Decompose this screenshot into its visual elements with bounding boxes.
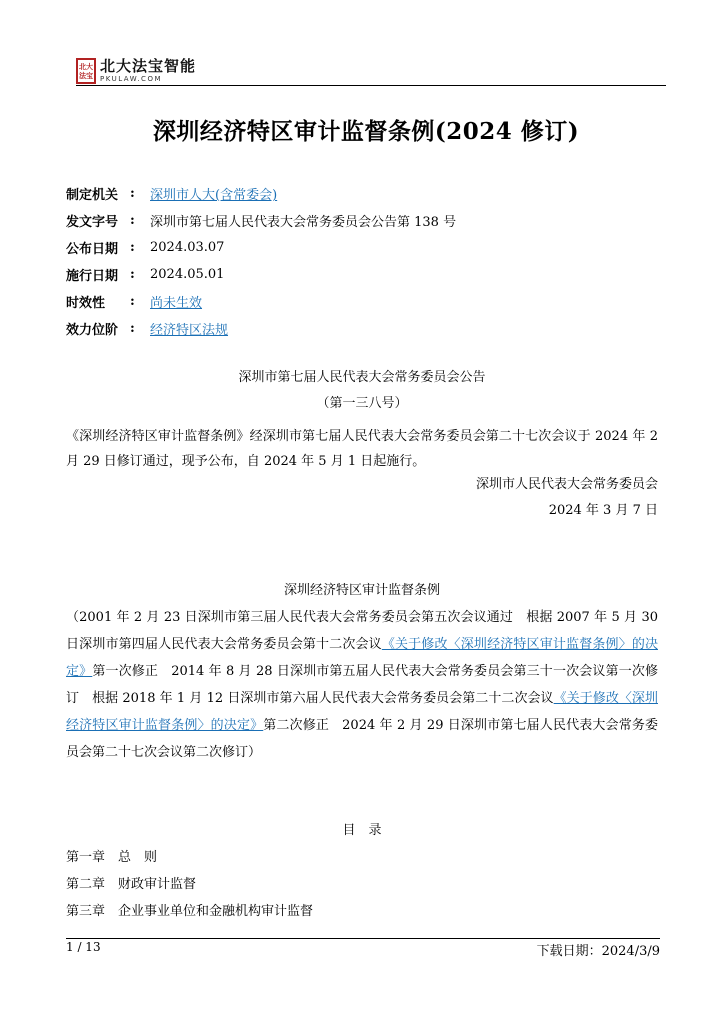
amendment-decision-link-2[interactable]: 《关于修改〈深圳经济特区审计监督条例〉的决定》 [66,691,658,733]
amendment-decision-link-1[interactable]: 《关于修改〈深圳经济特区审计监督条例〉的决定》 [66,637,658,679]
document-meta [66,180,666,342]
announcement-number: （第一三八号） [316,396,408,411]
announcement-date: 2024 年 3 月 7 日 [548,503,658,518]
logo-seal-icon [76,58,96,84]
meta-row-validity: 时效性 : 尚未生效 [66,294,203,311]
announcement-body: 《深圳经济特区审计监督条例》经深圳市第七届人民代表大会常务委员会第二十七次会议于 2024 年 2 月 29 日修订通过，现予公布，自 2024 年 5 月 1 日起施行。 [66,429,658,469]
logo-seal-bottom: 法宝 [79,71,93,80]
hierarchy-link[interactable]: 经济特区法规 [150,323,229,338]
meta-row-effective-date: 施行日期 : 2024.05.01 [66,267,225,284]
meta-row-issuer: 制定机关 : 深圳市人大(含常委会) [66,186,278,203]
toc-item[interactable]: 第一章 总 则 [66,850,158,865]
meta-label: 时效性 [66,296,106,311]
download-date: 下载日期：2024/3/9 [536,944,660,959]
meta-value: 深圳市第七届人民代表大会常务委员会公告第 138 号 [150,215,457,230]
toc-heading: 目 录 [342,823,382,838]
pkulaw-logo[interactable] [76,56,196,86]
toc-item[interactable]: 第二章 财政审计监督 [66,877,197,892]
history-text: 第一次修正 2014 年 8 月 28 日深圳市第五届人民代表大会常务委员会第三十一次会议第一次修订 根据 2018 年 1 月 12 日深圳市第六届人民代表大会常务委员会第二十二次会议 [66,664,658,706]
meta-value: 2024.03.07 [150,240,225,255]
meta-label: 公布日期 [66,242,119,257]
validity-link[interactable]: 尚未生效 [150,296,203,311]
toc-item[interactable]: 第三章 企业事业单位和金融机构审计监督 [66,904,314,919]
meta-label: 发文字号 [66,215,119,230]
meta-row-hierarchy: 效力位阶 : 经济特区法规 [66,321,229,338]
meta-value: 2024.05.01 [150,267,225,282]
logo-name: 北大法宝智能 [100,57,197,75]
regulation-heading: 深圳经济特区审计监督条例 [283,583,440,598]
footer-divider [66,938,660,939]
page-number: 1 / 13 [66,940,101,954]
announcement-heading: 深圳市第七届人民代表大会常务委员会公告 [238,370,486,385]
meta-label: 效力位阶 [66,323,119,338]
history-text: 第二次修正 2024 年 2 月 29 日深圳市第七届人民代表大会常务委员会第二十七次会议第二次修订） [66,718,658,760]
logo-subtitle: PKULAW.COM [100,75,162,83]
announcement-signer: 深圳市人民代表大会常务委员会 [475,477,658,492]
issuer-link[interactable]: 深圳市人大(含常委会) [150,188,278,203]
regulation-history [66,604,658,766]
meta-row-doc-number: 发文字号 : 深圳市第七届人民代表大会常务委员会公告第 138 号 [66,213,457,230]
header-divider [76,85,666,86]
meta-row-publish-date: 公布日期 : 2024.03.07 [66,240,225,257]
document-title: 深圳经济特区审计监督条例(2024 修订) [152,118,580,145]
meta-label: 施行日期 [66,269,119,284]
meta-label: 制定机关 [66,188,119,203]
logo-seal-top: 北大 [79,62,93,71]
history-text: （2001 年 2 月 23 日深圳市第三届人民代表大会常务委员会第五次会议通过 根据 2007 年 5 月 30 日深圳市第四届人民代表大会常务委员会第十二次会议 [66,610,658,652]
page-header [76,56,666,86]
